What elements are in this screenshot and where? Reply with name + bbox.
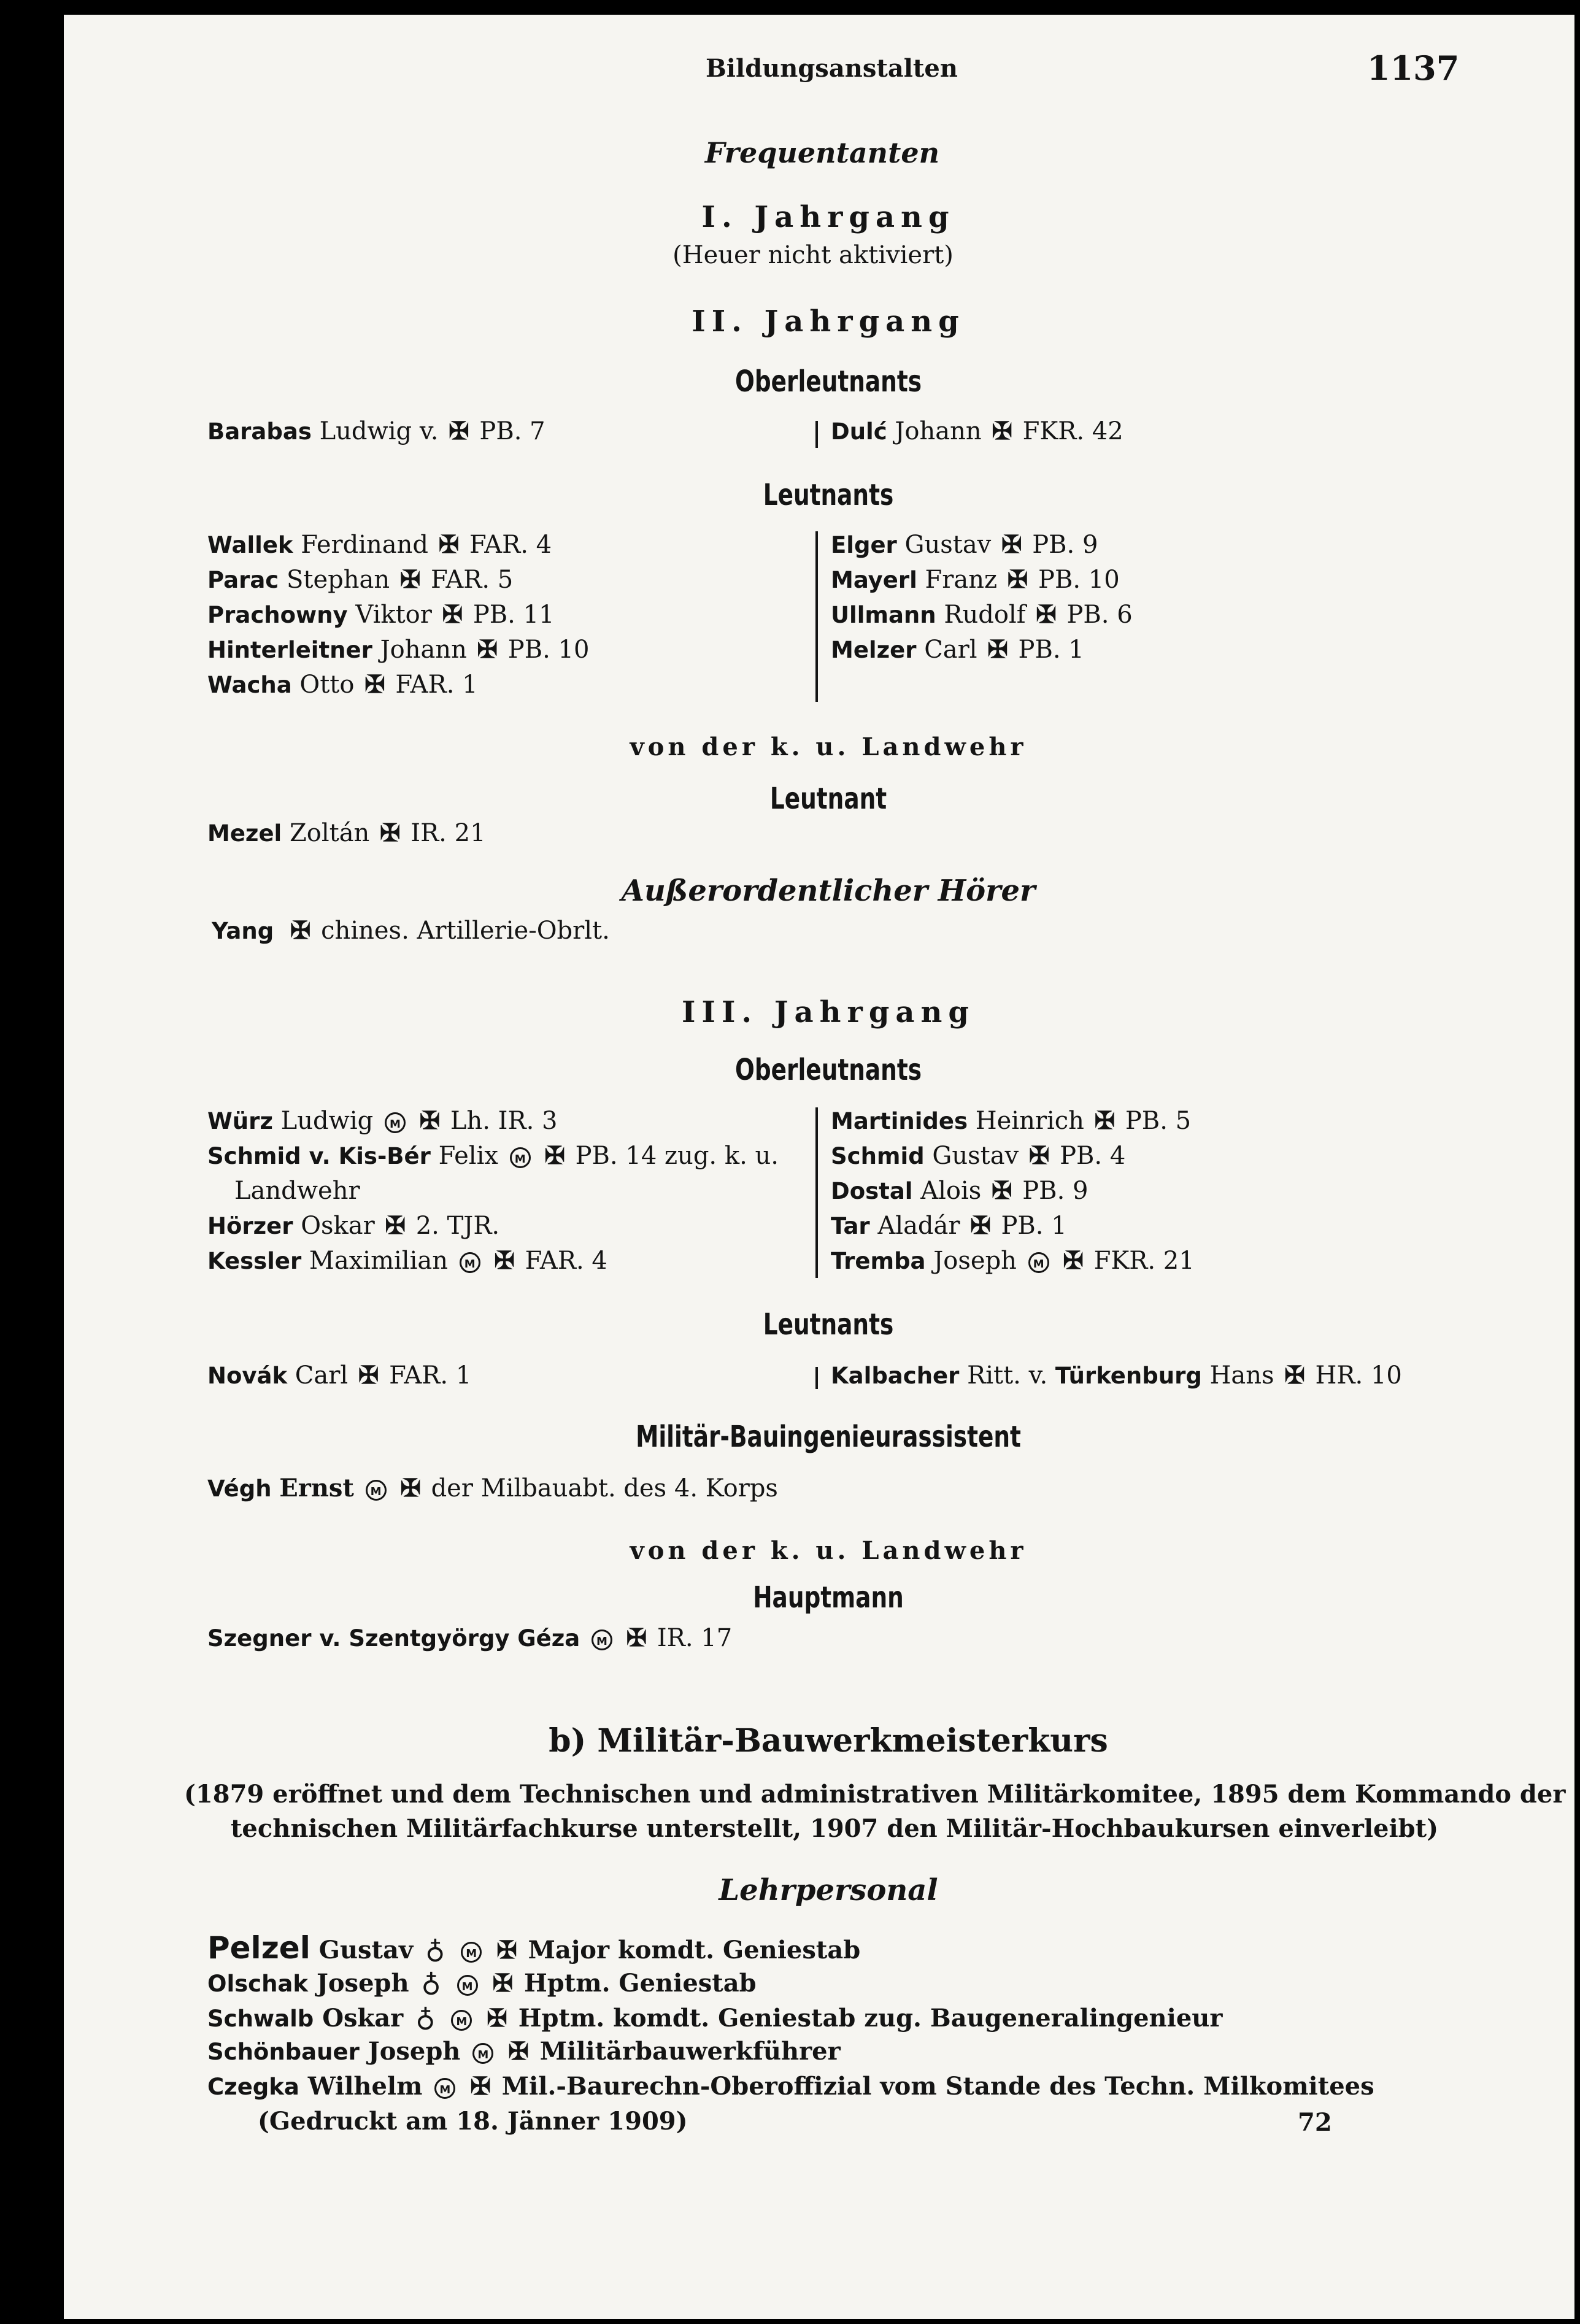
cross-icon: ✠: [1284, 1361, 1305, 1390]
cross-icon: ✠: [399, 565, 421, 594]
landwehr-heading-3: von der k. u. Landwehr: [630, 1536, 1027, 1565]
cross-icon: ✠: [470, 2072, 491, 2101]
heading-leutnants-2: Leutnants: [763, 478, 894, 512]
cross-icon: ✠: [400, 1474, 421, 1503]
list-item: Kalbacher Ritt. v. Türkenburg Hans ✠ HR. 10: [831, 1361, 1402, 1390]
cross-icon: ✠: [449, 417, 469, 445]
cross-icon: ✠: [508, 2037, 529, 2066]
list-item-continuation: Landwehr: [234, 1177, 360, 1205]
list-item: Mayerl Franz ✠ PB. 10: [831, 565, 1120, 594]
cross-icon: ✠: [492, 1969, 514, 1998]
medal-icon: ♁: [425, 1934, 445, 1965]
cross-icon: ✠: [496, 1936, 517, 1964]
cross-icon: ✠: [477, 635, 498, 664]
list-item: Mezel Zoltán ✠ IR. 21: [207, 818, 486, 847]
print-date: (Gedruckt am 18. Jänner 1909): [258, 2107, 688, 2136]
section-description-line-2: technischen Militärfachkurse unterstellt, 1907 den Militär-Hochbaukursen einverleibt): [230, 1814, 1439, 1843]
cross-icon: ✠: [494, 1246, 515, 1275]
staff-item: Schwalb Oskar ♁ M ✠ Hptm. komdt. Geniestab zug. Baugeneralingenieur: [207, 2002, 1223, 2033]
cross-icon: ✠: [992, 1176, 1012, 1205]
cross-icon: ✠: [1094, 1106, 1116, 1135]
section-title-b: b) Militär-Bauwerkmeisterkurs: [549, 1722, 1108, 1760]
medal-icon: ♁: [415, 2002, 436, 2033]
list-item: Kessler Maximilian M ✠ FAR. 4: [207, 1246, 607, 1275]
staff-item: Pelzel Gustav ♁ M ✠ Major komdt. Geniestab: [207, 1930, 861, 1966]
list-item: Yang ✠ chines. Artillerie-Obrlt.: [212, 916, 610, 945]
heading-leutnant-landwehr: Leutnant: [769, 782, 887, 816]
jahrgang-3-title: III. Jahrgang: [682, 995, 975, 1029]
heading-oberleutnants-2: Oberleutnants: [734, 364, 922, 399]
list-item: Dostal Alois ✠ PB. 9: [831, 1176, 1089, 1205]
cross-icon: ✠: [487, 2004, 507, 2033]
list-item: Wallek Ferdinand ✠ FAR. 4: [207, 530, 552, 559]
cross-icon: ✠: [544, 1141, 565, 1170]
cross-icon: ✠: [1028, 1141, 1050, 1170]
list-item: Martinides Heinrich ✠ PB. 5: [831, 1106, 1192, 1135]
list-item: Hinterleitner Johann ✠ PB. 10: [207, 635, 590, 664]
cross-icon: ✠: [1036, 600, 1057, 629]
military-merit-badge-icon: M: [510, 1147, 531, 1168]
staff-item: Schönbauer Joseph M ✠ Militärbauwerkführer: [207, 2037, 841, 2066]
military-merit-badge-icon: M: [592, 1629, 612, 1650]
heading-oberleutnants-3: Oberleutnants: [734, 1053, 922, 1087]
military-merit-badge-icon: M: [461, 1942, 482, 1963]
list-item: Wacha Otto ✠ FAR. 1: [207, 670, 478, 699]
military-merit-badge-icon: M: [385, 1112, 406, 1133]
jahrgang-2-title: II. Jahrgang: [692, 304, 965, 339]
cross-icon: ✠: [290, 916, 311, 945]
jahrgang-1-note: (Heuer nicht aktiviert): [672, 241, 954, 269]
heading-hauptmann: Hauptmann: [753, 1580, 904, 1615]
list-item: Tar Aladár ✠ PB. 1: [831, 1211, 1067, 1240]
list-item: Prachowny Viktor ✠ PB. 11: [207, 600, 555, 629]
jahrgang-1-title: I. Jahrgang: [701, 200, 955, 234]
list-item: Dulć Johann ✠ FKR. 42: [831, 417, 1123, 445]
medal-icon: ♁: [421, 1967, 441, 1998]
list-item: Szegner v. Szentgyörgy Géza M ✠ IR. 17: [207, 1623, 733, 1652]
landwehr-heading-2: von der k. u. Landwehr: [630, 733, 1027, 761]
staff-item: Olschak Joseph ♁ M ✠ Hptm. Geniestab: [207, 1967, 757, 1998]
cross-icon: ✠: [438, 530, 460, 559]
list-item: Elger Gustav ✠ PB. 9: [831, 530, 1098, 559]
list-item: Tremba Joseph M ✠ FKR. 21: [831, 1246, 1195, 1275]
cross-icon: ✠: [970, 1211, 991, 1240]
cross-icon: ✠: [442, 600, 463, 629]
column-divider: [815, 1367, 818, 1389]
sheet-number: 72: [1298, 2108, 1332, 2137]
section-frequentanten: Frequentanten: [704, 136, 940, 169]
page-number: 1137: [1367, 48, 1460, 88]
heading-ausserordentlich: Außerordentlicher Hörer: [621, 874, 1036, 908]
column-divider: [815, 531, 818, 702]
cross-icon: ✠: [1001, 530, 1022, 559]
military-merit-badge-icon: M: [451, 2010, 472, 2031]
heading-lehrpersonal: Lehrpersonal: [719, 1873, 938, 1907]
cross-icon: ✠: [380, 818, 401, 847]
cross-icon: ✠: [358, 1361, 379, 1390]
list-item: Végh Ernst M ✠ der Milbauabt. des 4. Korps: [207, 1474, 778, 1503]
column-divider: [815, 1107, 818, 1278]
cross-icon: ✠: [1063, 1246, 1084, 1275]
list-item: Hörzer Oskar ✠ 2. TJR.: [207, 1211, 500, 1240]
list-item: Parac Stephan ✠ FAR. 5: [207, 565, 514, 594]
list-item: Schmid v. Kis-Bér Felix M ✠ PB. 14 zug. k. u.: [207, 1141, 779, 1170]
list-item: Barabas Ludwig v. ✠ PB. 7: [207, 417, 545, 445]
heading-leutnants-3: Leutnants: [763, 1307, 894, 1342]
cross-icon: ✠: [992, 417, 1012, 445]
list-item: Schmid Gustav ✠ PB. 4: [831, 1141, 1126, 1170]
list-item: Novák Carl ✠ FAR. 1: [207, 1361, 472, 1390]
heading-bauingenieurassistent: Militär-Bauingenieurassistent: [636, 1420, 1021, 1454]
cross-icon: ✠: [626, 1623, 647, 1652]
list-item: Würz Ludwig M ✠ Lh. IR. 3: [207, 1106, 558, 1135]
cross-icon: ✠: [987, 635, 1008, 664]
military-merit-badge-icon: M: [366, 1480, 387, 1501]
cross-icon: ✠: [1007, 565, 1028, 594]
cross-icon: ✠: [385, 1211, 406, 1240]
cross-icon: ✠: [419, 1106, 441, 1135]
staff-item: Czegka Wilhelm M ✠ Mil.-Baurechn-Oberoffizial vom Stande des Techn. Milkomitees: [207, 2072, 1374, 2101]
column-divider: [815, 421, 818, 448]
list-item: Melzer Carl ✠ PB. 1: [831, 635, 1084, 664]
military-merit-badge-icon: M: [457, 1975, 478, 1996]
section-description-line-1: (1879 eröffnet und dem Technischen und administrativen Militärkomitee, 1895 dem Kommando der: [184, 1780, 1566, 1809]
list-item: Ullmann Rudolf ✠ PB. 6: [831, 600, 1133, 629]
military-merit-badge-icon: M: [434, 2078, 455, 2099]
cross-icon: ✠: [364, 670, 385, 699]
military-merit-badge-icon: M: [1028, 1252, 1049, 1273]
military-merit-badge-icon: M: [460, 1252, 480, 1273]
running-header: Bildungsanstalten: [706, 54, 958, 83]
military-merit-badge-icon: M: [472, 2043, 493, 2064]
